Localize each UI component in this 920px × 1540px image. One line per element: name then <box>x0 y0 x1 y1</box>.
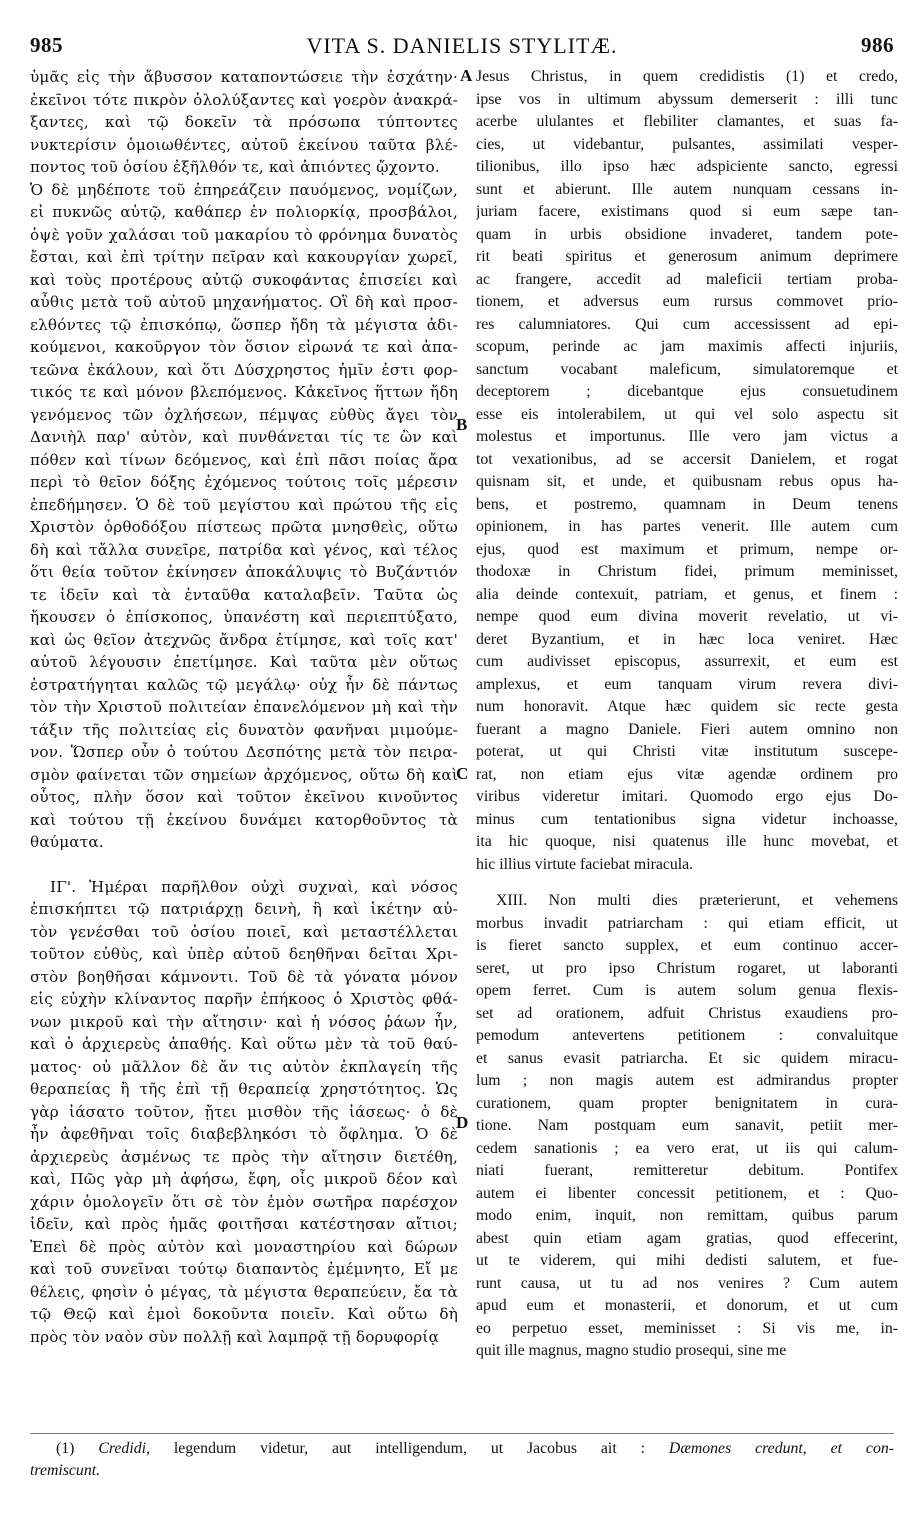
latin-p2-line: apud eum et monasterii, et donorum, et ut cum <box>476 1297 898 1314</box>
latin-p1-line: alia deinde contexuit, patriam, et genus, et finem : <box>476 585 898 603</box>
latin-p2-line: cedem sanationis ; ea vero erat, ut iis qui calum- <box>476 1139 898 1157</box>
greek-p3-line: θεραπείας ἢ τῆς ἐπὶ τῇ θεραπείᾳ χρηστότητος. Ὡς <box>30 1080 458 1098</box>
greek-column <box>30 66 458 1348</box>
margin-letter-d: D <box>456 1113 469 1132</box>
latin-p1-line: rat, non etiam ejus vitæ agendæ ordinem pro <box>476 765 898 783</box>
latin-p1-line: cies, ut videbantur, pulsantes, assimilati vesper- <box>476 135 898 153</box>
greek-p2-line: θαύματα. <box>30 833 104 851</box>
greek-p3-line: χάριν ὁμολογεῖν ὅτι σὲ τὸν ἐμὸν σωτῆρα παρέσχον <box>30 1192 458 1211</box>
latin-p1-line: molestus et importunus. Ille vero jam victus a <box>476 428 898 445</box>
latin-p1-line: ipse vos in ultimum abyssum demerserit : illi tunc <box>476 90 898 108</box>
latin-p2-line: curationem, quam propter benignitatem in cura- <box>476 1094 898 1112</box>
latin-p2-line: tione. Nam postquam eum sanavit, petiit mer- <box>476 1117 898 1134</box>
latin-p2-line: ut te viderem, qui mihi dedisti salutem, et fue- <box>476 1252 898 1269</box>
latin-p1-line: ejus, quod est maximum et primum, nempe or- <box>476 540 898 558</box>
latin-p1-line: esse eis intolerabilem, ut qui vel solo aspectu sit <box>476 405 898 423</box>
greek-p2-line: Δανιὴλ παρ' αὐτὸν, καὶ πυνθάνεται τίς τε ὢν καὶ <box>30 428 458 446</box>
latin-p1-line: quam in urbis obsidione invaderet, tandem pote- <box>476 225 898 243</box>
greek-p3-line: Ἐπεὶ δὲ πρὸς αὐτὸν καὶ μοναστηρίου καὶ δώρων <box>30 1237 458 1256</box>
greek-p3-line: ἰδεῖν, καὶ πρὸς ἡμᾶς φοιτῆσαι κατέστησαν αἴτιοι; <box>30 1215 458 1233</box>
latin-p2-line: set ad orationem, adfuit Christus exaudiens pro- <box>476 1004 898 1022</box>
paragraph-gap <box>30 854 458 876</box>
greek-p3-line: εἰς εὐχὴν κλίναντος παρῆν ἐπήκοος ὁ Χριστὸς φθά- <box>30 990 458 1008</box>
greek-p3-line: στὸν βοηθῆσαι κάμνοντι. Τοῦ δὲ τὰ γόνατα μόνον <box>30 967 458 986</box>
greek-p1-line: ποντος τοῦ ὁσίου ἐξῆλθόν τε, καὶ ἀπιόντες ᾤχοντο. <box>30 158 440 176</box>
greek-p2-line: περὶ τὸ θεῖον δόξης ἐχόμενος τούτοις τοῖς μέρεσιν <box>30 473 458 491</box>
latin-p2-line: morbus invadit patriarcham : qui etiam efficit, ut <box>476 914 898 932</box>
latin-p2-line: autem ei libenter concessit petitionem, et : Quo- <box>476 1184 898 1202</box>
greek-p2-line: σμὸν φαίνεται τῶν σημείων ἀρχόμενος, οὕτω δὴ καὶ <box>30 765 458 784</box>
latin-p1-line: viribus videretur imitari. Quomodo ergo ejus Do- <box>476 788 898 805</box>
latin-p2-line: is fieret sancto supplex, et eum continuo accer- <box>476 937 898 954</box>
footnote-text: legendum videtur, aut intelligendum, ut Jacobus ait : <box>173 1440 645 1457</box>
footnote-lemma: Credidi, <box>98 1440 150 1457</box>
footnote-line-1 <box>30 1438 894 1460</box>
greek-p3-line: ἦν ἀφεθῆναι τοῖς διαβεβληκόσι τὸ ὄφλημα. Ὁ δὲ <box>30 1125 458 1143</box>
latin-p1-line: scopum, perinde ac jam maximis affecti injuriis, <box>476 338 898 355</box>
latin-p2-line: XIII. Non multi dies præterierunt, et vehemens <box>496 892 898 909</box>
latin-p1-line: amplexus, et eum tanquam virum revera divi- <box>476 675 898 693</box>
latin-p1-line: ac frangere, accedit ad maleficii tertiam proba- <box>476 270 898 288</box>
greek-p1-line: νυκτερίσιν ὁμοιωθέντες, αὐτοῦ ἐκείνου ταῦτα βλέ- <box>30 135 458 154</box>
latin-p1-line: tionem, et adversus eum rursus commovet prio- <box>476 293 898 310</box>
greek-p2-line: πόθεν καὶ τίνων δεόμενος, καὶ ἐπὶ πᾶσι ποίας ἄρα <box>30 450 458 469</box>
latin-p1-line: bens, et postremo, quamnam in Deum tenens <box>476 495 898 513</box>
greek-p2-line: ἐστρατήγηται καλῶς τῷ μεγάλῳ· οὐχ ἦν δὲ πάντως <box>30 675 458 694</box>
margin-letter-b: B <box>456 415 468 434</box>
greek-p2-line: δὴ καὶ τἄλλα συνεῖρε, πατρίδα καὶ γένος, καὶ τέλος <box>30 540 458 559</box>
latin-p1-line: acerbe ululantes et flebiliter clamantes, et suas fa- <box>476 113 898 130</box>
latin-p2-line: eo perpetuo esset, meminisset : Si vis me, in- <box>476 1319 898 1337</box>
latin-p1-line: hic illius virtute faciebat miracula. <box>476 855 694 873</box>
latin-p1-line: rit beati spiritus et generosum animum deprimere <box>476 248 898 265</box>
latin-p2-line: pemodum antevertens petitionem : convaluitque <box>476 1027 898 1044</box>
greek-p2-line: αὖθις μετὰ τοῦ αὐτοῦ μηχανήματος. Οἳ δὴ καὶ προσ- <box>30 293 458 311</box>
greek-p3-line: γὰρ ἰάσατο τοῦτον, ᾔτει μισθὸν τῆς ἰάσεως· ὁ δὲ <box>30 1102 458 1121</box>
greek-p1-line: ὑμᾶς εἰς τὴν ἄβυσσον καταποντώσειε τὴν ἐσχάτην· <box>30 68 458 86</box>
greek-p3-line: καὶ τοῦ συνεῖναι τούτῳ διαπαντὸς ἐμέμνητο, Εἴ με <box>30 1260 458 1278</box>
footnote <box>30 1438 894 1482</box>
latin-p1-line: poterat, ut qui Christi vitæ institutum suscepe- <box>476 743 898 760</box>
latin-p1-line: res calumniatores. Qui cum accessissent ad epi- <box>476 315 898 333</box>
latin-p1-line: Jesus Christus, in quem credidistis (1) et credo, <box>476 68 898 85</box>
latin-p2-line: quit ille magnus, magno studio prosequi, sine me <box>476 1342 787 1359</box>
latin-column <box>476 66 898 1363</box>
greek-p2-line: καὶ τοὺς προτέρους αὐτῷ συκοφάντας ἐπισείει καὶ <box>30 270 458 289</box>
paragraph-gap <box>476 876 898 890</box>
latin-p1-line: fuerant a magno Daniele. Fieri autem omnino non <box>476 720 898 738</box>
footnote-quote: Dæmones credunt, et con- <box>668 1440 894 1457</box>
greek-p2-line: κούμενοι, κακοῦργον τὸν ὅσιον εἰρωνά τε καὶ ἀπα- <box>30 338 458 356</box>
latin-p1-line: quisnam sit, et unde, et quibusnam rebus opus ha- <box>476 473 898 490</box>
page-number-left: 985 <box>30 33 63 57</box>
latin-p2-line: niati fuerant, remitteretur debitum. Pontifex <box>476 1162 898 1179</box>
footnote-rule <box>30 1433 894 1434</box>
latin-p1-line: tot vexationibus, ad se accersit Danielem, et rogat <box>476 450 898 468</box>
greek-p2-line: ὅτι θεία τοῦτον ἐκίνησεν ἀποκάλυψις τὸ Βυζάντιόν <box>30 563 458 581</box>
greek-p2-line: οὗτος, πλὴν ὅσον καὶ τοῦτον ἐκεῖνου κινοῦντος <box>30 788 458 806</box>
greek-p2-line: τεῶνα ἐκάλουν, καὶ ὅτι Δύσχρηστος ἡμῖν ἐστι φορ- <box>30 360 458 379</box>
latin-p2-line: modo enim, inquit, non remittam, quibus parum <box>476 1207 898 1224</box>
latin-p1-line: ita hic quoque, nisi quatenus ille hunc movebat, et <box>476 833 898 850</box>
greek-p1-line: ἐκεῖνοι τότε πικρὸν ὀλολύξαντες καὶ γοερὸν ἀνακρά- <box>30 90 458 109</box>
latin-p2-line: opem ferret. Cum is autem solum genua flexis- <box>476 982 898 999</box>
greek-p2-line: ἐπεδήμησεν. Ὁ δὲ τοῦ μεγίστου καὶ πρώτου τῆς εἰς <box>30 495 458 514</box>
latin-p1-line: num honoravit. Atque hæc quidem sic recte gesta <box>476 698 898 715</box>
greek-p2-line: τε ἰδεῖν καὶ τὰ ἐνταῦθα καταλαβεῖν. Ταῦτα ὡς <box>30 585 458 604</box>
latin-p1-line: minus cum tentationibus signa videtur inchoasse, <box>476 810 898 828</box>
latin-p2-line: et sanus evasit patriarcha. Et sic quidem miracu- <box>476 1049 898 1067</box>
greek-p3-line: καὶ, Πῶς γὰρ μὴ ἀφήσω, ἔφη, οἷς μικροῦ δέον καὶ <box>30 1170 458 1188</box>
greek-p3-line: πρὸς τὸν ναὸν σὺν πολλῇ καὶ λαμπρᾷ τῇ δορυφορίᾳ <box>30 1327 440 1346</box>
greek-p2-line: τικός τε καὶ μόνον βλεπόμενος. Κἀκεῖνος ἥττων ἤδη <box>30 383 458 401</box>
greek-p2-line: καὶ ὡς θεῖον ἀτεχνῶς ἄνδρα ἐτίμησε, καὶ τοῖς κατ' <box>30 630 458 649</box>
greek-p3-line: τῷ Θεῷ καὶ ἐμοὶ δοκοῦντα ποιεῖν. Καὶ οὕτω δὴ <box>30 1305 458 1323</box>
greek-p3-line: ΙΓ'. Ἡμέραι παρῆλθον οὐχὶ συχναὶ, καὶ νόσος <box>50 877 458 896</box>
latin-p1-line: opinionem, in has partes venerit. Ille autem cum <box>476 518 898 535</box>
greek-p2-line: καὶ τούτου τῇ ἐκείνου δυνάμει κατορθοῦντος τὰ <box>30 810 458 829</box>
margin-letter-c: C <box>456 764 469 783</box>
greek-p3-line: νων μικροῦ καὶ τὴν αἴτησιν· καὶ ἡ νόσος ῥάων ἦν, <box>30 1012 458 1031</box>
greek-p2-line: νον. Ὥσπερ οὖν ὁ τούτου Δεσπότης μετὰ τὸν πειρα- <box>30 743 458 761</box>
margin-letter-a: A <box>460 66 473 85</box>
latin-p2-line: abest quin etiam agam gratias, quod effecerint, <box>476 1229 898 1247</box>
latin-p2-line: lum ; non magis autem est admirandus propter <box>476 1072 898 1089</box>
latin-p1-line: deceptorem ; dicebantque ejus consuetudinem <box>476 383 898 400</box>
latin-p1-line: sunt et abierunt. Ille autem nunquam cessans in- <box>476 180 898 198</box>
greek-p1-line: ξαντες, καὶ τῷ δοκεῖν τὰ πρόσωπα τύπτοντες <box>30 113 458 131</box>
greek-p2-line: ὀψὲ γοῦν χαλάσαι τοῦ μακαρίου τὸ φρόνημα δυνατὸς <box>30 225 458 244</box>
greek-p2-line: ελθόντες τῷ ἐπισκόπῳ, ὥσπερ ἤδη τὰ μέγιστα ἀδι- <box>30 315 458 334</box>
footnote-marker: (1) <box>56 1440 75 1457</box>
greek-p3-line: τὸν γενέσθαι τοῦ ὁσίου ποιεῖ, καὶ μεταστέλλεται <box>30 922 458 941</box>
latin-p1-line: nempe quod eum divina moverit revelatio, ut vi- <box>476 608 898 625</box>
footnote-line-2: tremiscunt. <box>30 1462 101 1479</box>
greek-p3-line: θέλεις, φησὶν ὁ μέγας, τὰ μέγιστα θεραπεύειν, ἔα τὰ <box>30 1282 458 1301</box>
greek-p2-line: αὐτοῦ λέγουσιν ἐπετίμησε. Καὶ ταῦτα μὲν οὕτως <box>30 653 458 671</box>
latin-p1-line: tilionibus, illo ipso hæc adspiciente sancto, egressi <box>476 158 898 175</box>
running-title: VITA S. DANIELIS STYLITÆ. <box>306 33 618 58</box>
greek-p2-line: Ὁ δὲ μηδέποτε τοῦ ἐπηρεάζειν παυόμενος, νομίζων, <box>30 180 458 199</box>
latin-p1-line: deret Byzantium, et in hæc loca veniret. Hæc <box>476 630 898 648</box>
latin-p2-line: seret, ut pro ipso Christum rogaret, ut laboranti <box>476 959 898 977</box>
greek-p2-line: ἔσται, καὶ ἐπὶ τρίτην πεῖραν καὶ κακουργίαν χωρεῖ, <box>30 248 458 266</box>
latin-p1-line: sanctum vocabant maleficum, simulatoremque et <box>476 360 898 378</box>
page-number-right: 986 <box>861 33 894 57</box>
greek-p2-line: γενόμενος τῶν ὀχλήσεων, πέμψας εὐθὺς ἄγει τὸν <box>30 405 458 424</box>
greek-p3-line: ἐπισκήπτει τῷ πατριάρχῃ δεινὴ, ἣ καὶ ἱκέτην αὐ- <box>30 900 458 918</box>
greek-p2-line: εἰ πυκνῶς αὐτῷ, καθάπερ ἐν πολιορκίᾳ, προσβάλοι, <box>30 203 458 221</box>
greek-p3-line: τοῦτον εὐθὺς, καὶ ὑπὲρ αὐτοῦ δεηθῆναι δεῖται Χρι- <box>30 945 458 963</box>
latin-p1-line: cum audivisset episcopus, assurrexit, et eum est <box>476 653 898 670</box>
latin-p1-line: juriam facere, existimans quod si eum sæpe tan- <box>476 203 898 220</box>
greek-p2-line: ἤκουσεν ὁ ἐπίσκοπος, ὑπανέστη καὶ περιεπτύξατο, <box>30 608 458 626</box>
greek-p3-line: ἀρχιερεὺς ἀσμένως τε πρὸς τὴν αἴτησιν διετέθη, <box>30 1147 458 1166</box>
page-header <box>30 33 894 63</box>
greek-p3-line: ματος· οὐ μᾶλλον δὲ ἄν τις αὐτὸν ἐκπλαγείη τῆς <box>30 1057 458 1076</box>
greek-p2-line: τὸν τὴν Χριστοῦ πολιτείαν ἐπανελόμενον μὴ καὶ τὴν <box>30 698 458 716</box>
latin-p1-line: thodoxæ in Christum fidei, primum meminisset, <box>476 563 898 580</box>
greek-p2-line: τάξιν τῆς πολιτείας εἰς δυνατὸν φανῆναι μιμούμε- <box>30 720 458 739</box>
latin-p2-line: runt causa, ut tu ad nos venires ? Cum autem <box>476 1274 898 1292</box>
greek-p3-line: καὶ ὁ ἀρχιερεὺς ἀπαθής. Καὶ οὕτω μὲν τὰ τοῦ θαύ- <box>30 1035 458 1053</box>
greek-p2-line: Χριστὸν ὀρθοδόξου πίστεως πρῶτα μνησθεὶς, οὕτω <box>30 518 458 536</box>
